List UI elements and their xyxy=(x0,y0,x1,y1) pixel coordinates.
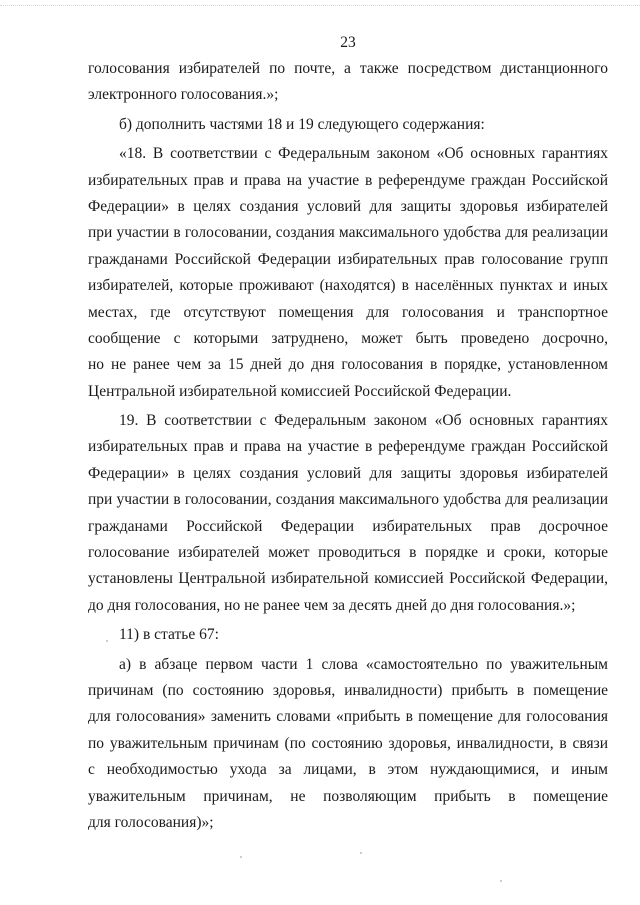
text-line: гражданами Российской Федерации избирательных прав досрочное xyxy=(88,517,608,535)
text-line: до дня голосования, но не ранее чем за десять дней до дня голосования.»; xyxy=(88,596,576,614)
text-line: голосования избирателей по почте, а также посредством дистанционного xyxy=(88,60,608,77)
text-line: Центральной избирательной комиссией Российской Федерации. xyxy=(88,382,512,400)
text-line: электронного голосования.»; xyxy=(88,86,279,104)
text-line: с необходимостью ухода за лицами, в этом нуждающимися, и иным xyxy=(88,761,608,779)
text-line: гражданами Российской Федерации избирательных прав голосование групп xyxy=(88,250,608,268)
text-line: при участии в голосовании, создания максимального удобства для реализации xyxy=(88,491,608,509)
text-line: но не ранее чем за 15 дней до дня голосования в порядке, установленном xyxy=(88,356,608,374)
text-line: 19. В соответствии с Федеральным законом «Об основных гарантиях xyxy=(119,412,608,430)
text-line: установлены Центральной избирательной комиссией Российской Федерации, xyxy=(88,570,608,588)
document-body xyxy=(88,56,608,836)
page-number: 23 xyxy=(340,34,356,51)
text-line: избирательных прав и права на участие в референдуме граждан Российской xyxy=(88,438,608,456)
text-line: голосование избирателей может проводиться в порядке и сроки, которые xyxy=(88,544,608,562)
scan-speck xyxy=(240,856,242,858)
text-line: «18. В соответствии с Федеральным законом «Об основных гарантиях xyxy=(119,145,608,163)
text-line: избирательных прав и права на участие в референдуме граждан Российской xyxy=(88,171,608,189)
text-line: местах, где отсутствуют помещения для голосования и транспортное xyxy=(88,303,608,321)
text-line: при участии в голосовании, создания максимального удобства для реализации xyxy=(88,224,608,242)
text-line: для голосования)»; xyxy=(88,813,214,831)
scan-speck xyxy=(360,852,362,854)
text-line: причинам (по состоянию здоровья, инвалидности) прибыть в помещение xyxy=(88,681,608,699)
scan-speck xyxy=(106,640,108,642)
scan-speck xyxy=(500,880,502,882)
scan-artifact-top xyxy=(0,5,640,10)
text-line: Федерации» в целях создания условий для защиты здоровья избирателей xyxy=(88,464,608,482)
text-line: для голосования» заменить словами «прибыть в помещение для голосования xyxy=(88,708,608,726)
text-line: избирателей, которые проживают (находятся) в населённых пунктах и иных xyxy=(88,277,608,295)
text-line: уважительным причинам, не позволяющим прибыть в помещение xyxy=(88,787,608,805)
text-line: а) в абзаце первом части 1 слова «самостоятельно по уважительным xyxy=(119,655,608,673)
text-line: сообщение с которыми затруднено, может быть проведено досрочно, xyxy=(88,329,608,347)
text-line: по уважительным причинам (по состоянию здоровья, инвалидности, в связи xyxy=(88,734,608,752)
text-line: б) дополнить частями 18 и 19 следующего содержания: xyxy=(119,115,485,133)
text-line: 11) в статье 67: xyxy=(119,626,219,644)
text-line: Федерации» в целях создания условий для защиты здоровья избирателей xyxy=(88,197,608,215)
